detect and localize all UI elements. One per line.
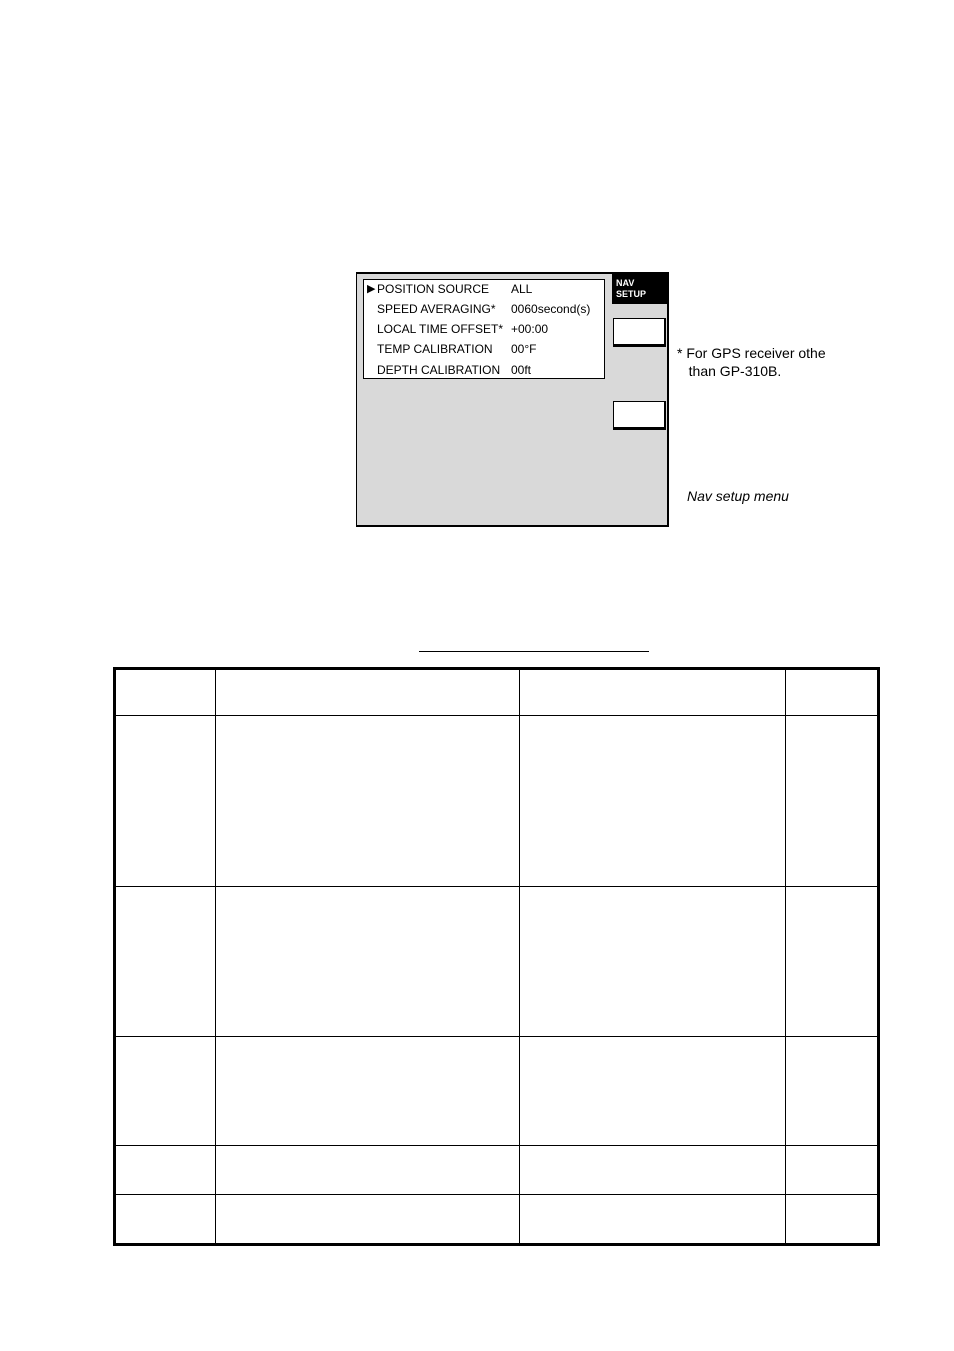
menu-description-table [113,667,880,1246]
table-cell [520,716,786,887]
table-cell [786,1146,879,1195]
tab-title-line2: SETUP [616,289,647,299]
table-row [115,1146,879,1195]
table-cell [786,887,879,1037]
figure-caption: Nav setup menu [687,488,789,504]
table-cell [115,1195,216,1245]
table-cell [115,716,216,887]
table-cell [115,887,216,1037]
table-cell [786,716,879,887]
table-cell [216,1195,520,1245]
menu-item-label: TEMP CALIBRATION [377,342,493,356]
menu-item-value: ALL [511,282,533,296]
table-cell [216,1146,520,1195]
table-row [115,887,879,1037]
nav-setup-menu-list [363,279,605,379]
table-cell [216,669,520,716]
menu-item-label: DEPTH CALIBRATION [377,363,501,377]
tab-title-line1: NAV [616,278,635,288]
table-cell [115,1146,216,1195]
table-cell [520,1146,786,1195]
table-cell [115,1037,216,1146]
menu-item-local-time-offset[interactable] [364,320,604,338]
table-cell [520,669,786,716]
table-row [115,1037,879,1146]
menu-item-temp-calibration[interactable] [364,340,604,358]
table-cell [216,887,520,1037]
table-cell [216,716,520,887]
menu-item-label: LOCAL TIME OFFSET* [377,322,504,336]
table-cell [786,1037,879,1146]
table-cell [115,669,216,716]
table-cell [786,669,879,716]
menu-item-value: 00ft [511,363,532,377]
nav-setup-screen [356,272,669,527]
soft-key-button-1[interactable] [613,318,666,347]
table-row [115,716,879,887]
cursor-arrow-icon: ▶ [367,283,376,295]
menu-item-label: POSITION SOURCE [377,282,490,296]
table-header-row [115,669,879,716]
table-cell [786,1195,879,1245]
nav-setup-tab [612,273,668,304]
menu-item-value: +00:00 [511,322,549,336]
menu-item-label: SPEED AVERAGING* [377,302,496,316]
menu-item-position-source[interactable] [364,280,604,298]
soft-key-button-2[interactable] [613,401,666,430]
table-title-underline [419,651,649,652]
table-row [115,1195,879,1245]
table-cell [520,1037,786,1146]
table-cell [520,887,786,1037]
table-cell [216,1037,520,1146]
menu-item-value: 00°F [511,342,537,356]
table-cell [520,1195,786,1245]
menu-item-value: 0060second(s) [511,302,591,316]
menu-item-depth-calibration[interactable] [364,361,604,379]
gps-footnote: * For GPS receiver othe than GP-310B. [677,345,826,379]
menu-item-speed-averaging[interactable] [364,300,604,318]
